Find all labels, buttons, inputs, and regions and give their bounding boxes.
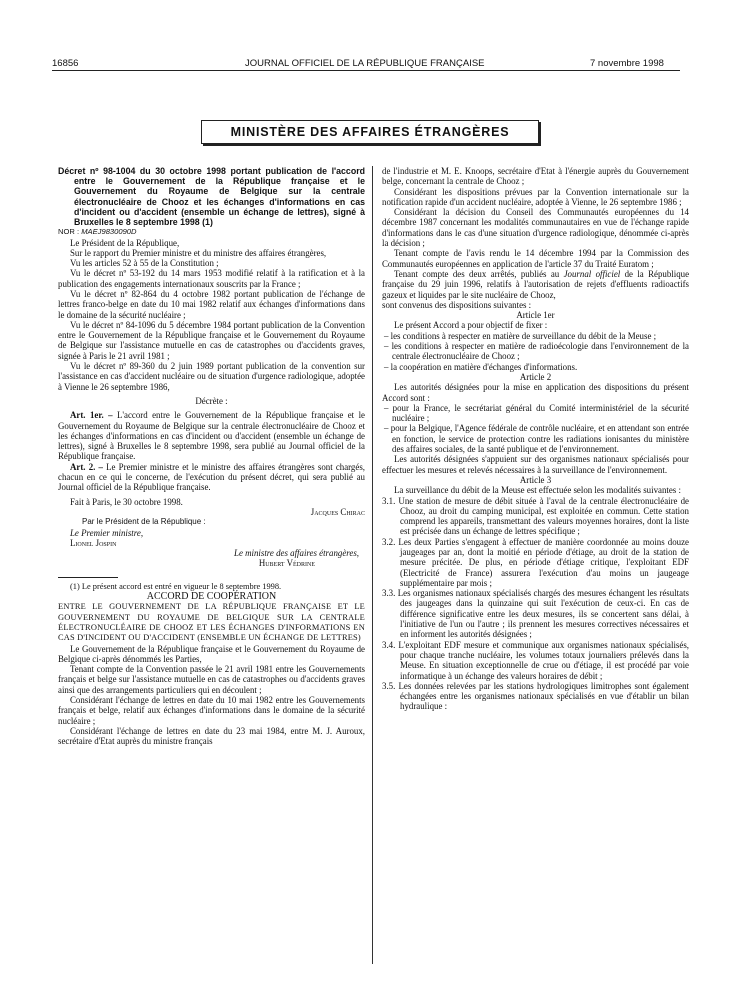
preamble-line: Vu le décret nº 82-864 du 4 octobre 1982 portant publication de l'échange de lettres franco-belge en date du 10 mai 1982 relatif aux échanges d'informations dans le domaine de la sécurité nucléaire ;	[58, 289, 365, 320]
nor-label: NOR :	[58, 227, 82, 237]
preamble-line: Le Président de la République,	[70, 237, 180, 248]
footnote-rule	[58, 577, 118, 578]
decrees-text-end: de la République française du 29 juin 1996, relatifs à l'autorisation de rejets d'effluents radioactifs gazeux et liquides par le site nucléaire de Chooz,	[382, 268, 690, 300]
decree-title: Décret nº 98-1004 du 30 octobre 1998 portant publication de l'accord entre le Gouvernement de la République française et le Gouvernement du Royaume de Belgique sur la centrale électronucléaire de Chooz et les échanges d'informations en cas d'incident ou d'accident (ensemble un échange de lettres), signé à Bruxelles le 8 septembre 1998 (1)	[58, 166, 365, 228]
left-column	[58, 166, 365, 746]
page-number: 16856	[52, 58, 79, 69]
accord-preamble: Tenant compte de l'avis rendu le 14 décembre 1994 par la Commission des Communautés européennes en application de l'article 37 du Traité Euratom ;	[382, 248, 689, 269]
accord-preamble-decrees	[382, 269, 689, 300]
article-2-text: Le Premier ministre et le ministre des affaires étrangères sont chargés, chacun en ce qui le concerne, de l'exécution du présent décret, qui sera publié au Journal officiel de la République française.	[58, 461, 365, 493]
ministry-banner	[201, 120, 539, 144]
decrete-heading: Décrète :	[195, 395, 228, 406]
article-2-item: – pour la France, le secrétariat général du Comité interministériel de la sécurité nucléaire ;	[384, 402, 689, 424]
agreed-provisions: sont convenus des dispositions suivantes :	[382, 299, 532, 310]
accord-preamble: de l'industrie et M. E. Knoops, secrétaire d'Etat à l'énergie auprès du Gouvernement belge, concernant la centrale de Chooz ;	[382, 166, 689, 187]
article-1-intro: Le présent Accord a pour objectif de fixer :	[394, 320, 548, 331]
preamble-line: Vu les articles 52 à 55 de la Constitution ;	[70, 258, 219, 269]
decrees-text-start: Tenant compte des deux arrêtés, publiés au	[394, 268, 564, 279]
article-3-item: 3.4. L'exploitant EDF mesure et communique aux organismes nationaux spécialisés, pour chaque tranche nucléaire, les volumes totaux journaliers prélevés dans la Meuse. En situation exceptionnelle de crue ou d'étiage, il est procédé par voie informatique à un échange des valeurs horaires de débit ;	[382, 639, 689, 681]
article-3-item: 3.1. Une station de mesure de débit située à l'aval de la centrale électronucléaire de Chooz, au droit du camping municipal, est exploitée en commun. Cette station comprend les appareils, transmettant des valeurs moyennes horaires, dont la liste est précisée dans un échange de lettres spécifique ;	[382, 495, 689, 537]
accord-subtitle: ENTRE LE GOUVERNEMENT DE LA RÉPUBLIQUE FRANÇAISE ET LE GOUVERNEMENT DU ROYAUME DE BELGIQUE SUR LA CENTRALE ÉLECTRONUCLÉAIRE DE CHOOZ ET LES ÉCHANGES D'INFORMATIONS EN CAS D'INCIDENT OU D'ACCIDENT (ENSEMBLE UN ÉCHANGE DE LETTRES)	[58, 602, 365, 643]
decree-article-1	[58, 410, 365, 461]
article-3-heading: Article 3	[519, 474, 552, 485]
article-1-item: – la coopération en matière d'échanges d'informations.	[384, 361, 578, 372]
preamble-line: Vu le décret nº 89-360 du 2 juin 1989 portant publication de la convention sur l'assistance en cas d'accident nucléaire ou de situation d'urgence radiologique, adoptée à Vienne le 26 septembre 1986,	[58, 361, 365, 392]
article-3-item: 3.3. Les organismes nationaux spécialisés chargés des mesures échangent les résultats des jaugeages dans la quinzaine qui suit l'exécution de ceux-ci. En cas de différence significative entre les deux mesures, ils se concertent sans délai, à l'initiative de l'un ou l'autre ; ils prennent les mesures correctives nécessaires et en informent les autorités désignées ;	[382, 588, 689, 640]
header-rule	[52, 70, 680, 71]
nor-reference	[58, 227, 365, 237]
ministry-title: MINISTÈRE DES AFFAIRES ÉTRANGÈRES	[230, 125, 510, 139]
accord-preamble: Considérant les dispositions prévues par la Convention internationale sur la notification rapide d'un accident nucléaire, adoptée à Vienne, le 26 septembre 1986 ;	[382, 186, 689, 207]
article-3-intro: La surveillance du débit de la Meuse est effectuée selon les modalités suivantes :	[394, 485, 681, 496]
article-1-item: – les conditions à respecter en matière de surveillance du débit de la Meuse ;	[384, 330, 657, 341]
article-2-intro: Les autorités désignées pour la mise en application des dispositions du présent Accord sont :	[382, 382, 689, 403]
article-1-text: L'accord entre le Gouvernement de la République française et le Gouvernement du Royaume de Belgique sur la centrale électronucléaire de Chooz et les échanges d'informations en cas d'incident ou d'accident (ensemble un échange de lettres), signé à Bruxelles le 8 septembre 1998, sera publié au Journal officiel de la République française.	[58, 410, 365, 462]
pm-name: Lionel Jospin	[70, 537, 117, 548]
article-1-item: – les conditions à respecter en matière de radioécologie dans l'environnement de la centrale électronucléaire de Chooz ;	[384, 341, 689, 362]
preamble-line: Vu le décret nº 53-192 du 14 mars 1953 modifié relatif à la ratification et à la publication des engagements internationaux souscrits par la France ;	[58, 268, 365, 289]
article-3-item: 3.5. Les données relevées par les stations hydrologiques limitrophes sont également échangées entre les organismes nationaux spécialisés en vue d'établir un bilan hydraulique :	[382, 680, 689, 712]
article-3-item: 3.2. Les deux Parties s'engagent à effectuer de manière coordonnée au moins douze jaugeages par an, dont la moitié en période d'étiage, au droit de la station de mesure précitée. De plus, en période d'étiage critique, l'exploitant EDF (Electricité de France) assurera l'exécution d'au moins un jaugeage supplémentaire par mois ;	[382, 536, 689, 588]
accord-preamble: Le Gouvernement de la République française et le Gouvernement du Royaume de Belgique ci-après dénommés les Parties,	[58, 643, 365, 664]
journal-title: JOURNAL OFFICIEL DE LA RÉPUBLIQUE FRANÇAISE	[245, 58, 485, 69]
accord-preamble: Considérant l'échange de lettres en date du 23 mai 1984, entre M. J. Auroux, secrétaire d'Etat auprès du ministre français	[58, 725, 365, 747]
right-column	[382, 166, 689, 712]
preamble-line: Vu le décret nº 84-1096 du 5 décembre 1984 portant publication de la Convention entre le Gouvernement de la République française et le Gouvernement du Royaume de Belgique sur l'assistance mutuelle en cas de catastrophes ou d'accidents graves, signée à Paris le 21 avril 1981 ;	[58, 319, 365, 361]
accord-preamble: Considérant l'échange de lettres en date du 10 mai 1982 entre les Gouvernements français et belge, relatif aux échanges d'informations dans le domaine de la sécurité nucléaire ;	[58, 694, 365, 726]
article-2-label: Art. 2. –	[70, 461, 103, 472]
accord-preamble: Tenant compte de la Convention passée le 21 avril 1981 entre les Gouvernements français et belge sur l'assistance mutuelle en cas de catastrophes ou d'accidents graves ainsi que des arrangements particuliers qui en découlent ;	[58, 664, 365, 695]
preamble-line: Sur le rapport du Premier ministre et du ministre des affaires étrangères,	[70, 247, 327, 258]
issue-date: 7 novembre 1998	[590, 58, 664, 69]
footnote: (1) Le présent accord est entré en vigueur le 8 septembre 1998.	[70, 581, 282, 591]
pm-title: Le Premier ministre,	[70, 527, 144, 538]
done-at: Fait à Paris, le 30 octobre 1998.	[70, 496, 183, 507]
fm-name: Hubert Védrine	[258, 558, 315, 569]
article-2-outro: Les autorités désignées s'appuient sur des organismes nationaux spécialisés pour effectuer les mesures et relevés nécessaires à la surveillance de l'environnement.	[382, 454, 689, 475]
accord-title: ACCORD DE COOPÉRATION	[146, 591, 277, 603]
article-1-heading: Article 1er	[516, 310, 555, 321]
journal-officiel-ref: Journal officiel	[563, 268, 621, 279]
article-1-label: Art. 1er. –	[70, 410, 113, 421]
president-signature: Jacques Chirac	[310, 506, 365, 517]
decree-article-2	[58, 462, 365, 493]
article-2-item: – pour la Belgique, l'Agence fédérale de contrôle nucléaire, et en attendant son entrée en fonction, le service de protection contre les radiations ionisantes du ministère des affaires sociales, de la santé publique et de l'environnement.	[384, 423, 689, 455]
article-2-heading: Article 2	[519, 371, 552, 382]
accord-preamble: Considérant la décision du Conseil des Communautés européennes du 14 décembre 1987 concernant les modalités communautaires en vue de l'échange rapide d'informations dans le cas d'une situation d'urgence radiologique, dénommée ci-après la décision ;	[382, 207, 689, 249]
by-president: Par le Président de la République :	[82, 517, 206, 527]
fm-title: Le ministre des affaires étrangères,	[234, 548, 359, 559]
column-divider	[372, 166, 373, 964]
nor-code: MAEJ9830090D	[81, 227, 137, 237]
